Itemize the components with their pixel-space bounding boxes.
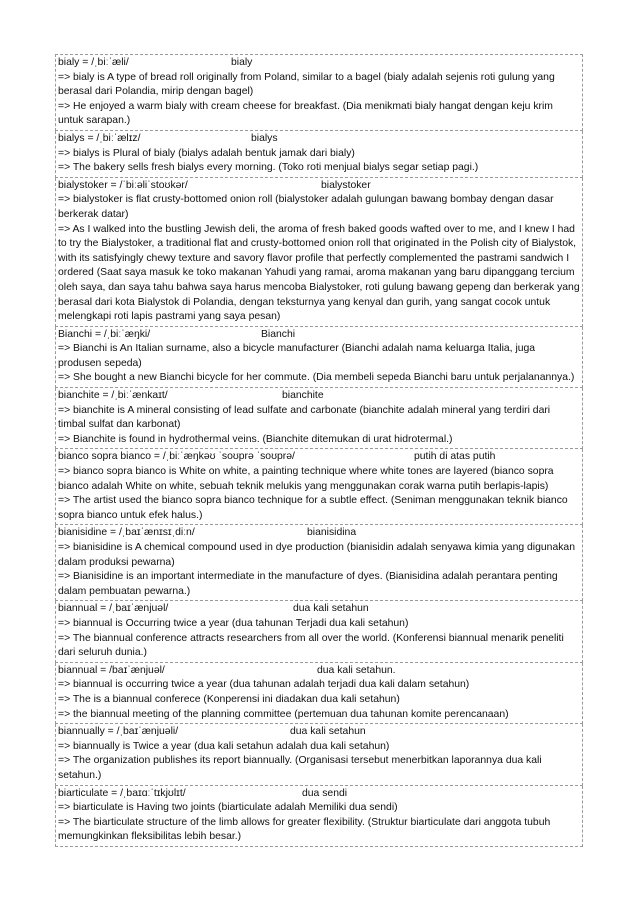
example-line: => Bianchite is found in hydrothermal veins. (Bianchite ditemukan di urat hidrotermal.) [58, 433, 453, 445]
definition-line: => Bianchi is An Italian surname, also a bicycle manufacturer (Bianchi adalah nama keluarga Italia, juga produsen sepeda) [58, 343, 536, 369]
translation: bialy [231, 57, 253, 68]
entry-header [58, 328, 580, 343]
entry-header [58, 389, 580, 404]
definition-line: => biannual is occurring twice a year (dua tahunan adalah terjadi dua kali dalam setahun) [58, 679, 470, 691]
translation: dua kali setahun [290, 726, 366, 738]
translation: putih di atas putih [414, 451, 496, 463]
example-line: => The organization publishes its report biannually. (Organisasi tersebut menerbitkan laporannya dua kali setahun.) [58, 755, 542, 781]
example-line: => The biarticulate structure of the limb allows for greater flexibility. (Struktur biarticulate dari anggota tubuh memungkinkan fleksibilitas lebih besar.) [58, 816, 551, 843]
example-line: => The bakery sells fresh bialys every morning. (Toko roti menjual bialys segar setiap pagi.) [58, 162, 479, 174]
example-line: => As I walked into the bustling Jewish deli, the aroma of fresh baked goods wafted over to me, and I knew I had to try the Bialystoker, a traditional flat and crusty-bottomed onion roll that originated in the Polish city of Bialystok, with its satisfyingly chewy texture and savory flavor profile that perfectly complemented the pastrami sandwich I ordered (Saat saya masuk ke toko makanan Yahudi yang ramai, aroma makanan yang baru dipanggang tercium oleh saya, dan saya tahu bahwa saya harus mencoba Bialystoker, roti gulung bawang gepeng dan berkerak yang berasal dari kota Bialystok di Polandia, dengan teksturnya yang kenyal dan gurih, yang sangat cocok untuk melengkapi roti lapis pastrami yang saya pesan) [58, 223, 580, 323]
example-line: => The biannual conference attracts researchers from all over the world. (Konferensi biannual menarik peneliti dari seluruh dunia.) [58, 632, 564, 659]
definition-line: => bialys is Plural of bialy (bialys adalah bentuk jamak dari bialy) [58, 147, 355, 159]
entry-bianisidine [55, 525, 583, 601]
headword-pronunciation: bianco sopra bianco = /ˌbiːˈæŋkəʊ ˈsoʊprə ˈsoʊprə/ [58, 451, 295, 463]
definition-line: => bianisidine is A chemical compound used in dye production (bianisidin adalah senyawa kimia yang digunakan dalam produksi pewarna) [58, 542, 575, 568]
translation: bialystoker [321, 179, 371, 191]
headword-pronunciation: biannual = /baɪˈænjuəl/ [58, 664, 165, 676]
entry-header [58, 179, 580, 194]
example-line: => She bought a new Bianchi bicycle for her commute. (Dia membeli sepeda Bianchi baru untuk perjalanannya.) [58, 372, 575, 384]
headword-pronunciation: biannually = /ˌbaɪˈænjuəli/ [58, 726, 179, 738]
entry-header [58, 526, 580, 541]
entry-header [58, 602, 580, 617]
translation: bianisidina [307, 527, 357, 539]
entry-bianchite [55, 388, 583, 449]
entry-header [58, 132, 580, 147]
entry-bialystoker [55, 178, 583, 327]
translation: bianchite [282, 390, 324, 402]
example-line: => The is a biannual conferece (Konperensi ini diadakan dua kali setahun) [58, 693, 400, 705]
entry-bialys [55, 131, 583, 178]
entry-bianco-sopra-bianco [55, 449, 583, 525]
entry-bianchi [55, 327, 583, 388]
entry-header [58, 56, 580, 71]
translation: dua kali setahun [293, 603, 369, 615]
headword-pronunciation: biarticulate = /ˌbaɪɑːˈtɪkjʊlɪt/ [58, 787, 186, 799]
entry-header [58, 450, 580, 465]
entry-biannual-alt [55, 663, 583, 724]
definition-line: => biannual is Occurring twice a year (dua tahunan Terjadi dua kali setahun) [58, 617, 409, 629]
headword-pronunciation: biannual = /ˌbaɪˈænjuəl/ [58, 603, 169, 615]
entry-biannual [55, 601, 583, 662]
definition-line: => bialystoker is flat crusty-bottomed onion roll (bialystoker adalah gulungan bawang bombay dengan dasar berkerak datar) [58, 194, 554, 220]
entry-header [58, 664, 580, 679]
definition-line: => biarticulate is Having two joints (biarticulate adalah Memiliki dua sendi) [58, 802, 398, 814]
headword-pronunciation: bianisidine = /ˌbaɪˈænɪsɪˌdiːn/ [58, 527, 195, 539]
headword-pronunciation: bialys = /ˌbiːˈælɪz/ [58, 132, 141, 144]
example-line: => Bianisidine is an important intermediate in the manufacture of dyes. (Bianisidina adalah perantara penting dalam pembuatan pewarna.) [58, 571, 558, 597]
definition-line: => bianchite is A mineral consisting of lead sulfate and carbonate (bianchite adalah mineral yang terdiri dari timbal sulfat dan karbonat) [58, 404, 551, 431]
translation: dua kali setahun. [317, 664, 396, 676]
headword-pronunciation: bialystoker = /ˈbiːəliˈstoʊkər/ [58, 179, 188, 191]
headword-pronunciation: bianchite = /ˌbiːˈænkaɪt/ [58, 390, 168, 402]
entry-bialy [55, 54, 583, 131]
definition-line: => bianco sopra bianco is White on white, a painting technique where white tones are layered (bianco sopra bianco adalah White on white, sebuah teknik melukis yang menggunakan corak warna putih berlapis-lapis) [58, 466, 554, 492]
entry-biannually [55, 724, 583, 785]
example-line: => He enjoyed a warm bialy with cream cheese for breakfast. (Dia menikmati bialy hangat dengan keju krim untuk sarapan.) [58, 100, 553, 127]
headword-pronunciation: Bianchi = /ˌbiːˈæŋki/ [58, 328, 151, 340]
dictionary-page [55, 54, 583, 847]
translation: bialys [251, 132, 278, 144]
definition-line: => biannually is Twice a year (dua kali setahun adalah dua kali setahun) [58, 740, 390, 752]
example-line: => the biannual meeting of the planning committee (pertemuan dua tahunan komite perencanaan) [58, 708, 509, 720]
example-line: => The artist used the bianco sopra bianco technique for a subtle effect. (Seniman menggunakan teknik bianco sopra bianco untuk efek halus.) [58, 495, 568, 521]
definition-line: => bialy is A type of bread roll originally from Poland, similar to a bagel (bialy adalah sejenis roti gulung yang berasal dari Polandia, mirip dengan bagel) [58, 71, 555, 98]
entry-biarticulate [55, 786, 583, 847]
entry-header [58, 725, 580, 740]
entry-header [58, 787, 580, 802]
headword-pronunciation: bialy = /ˌbiːˈæli/ [58, 57, 129, 68]
translation: dua sendi [302, 787, 348, 799]
translation: Bianchi [261, 328, 296, 340]
